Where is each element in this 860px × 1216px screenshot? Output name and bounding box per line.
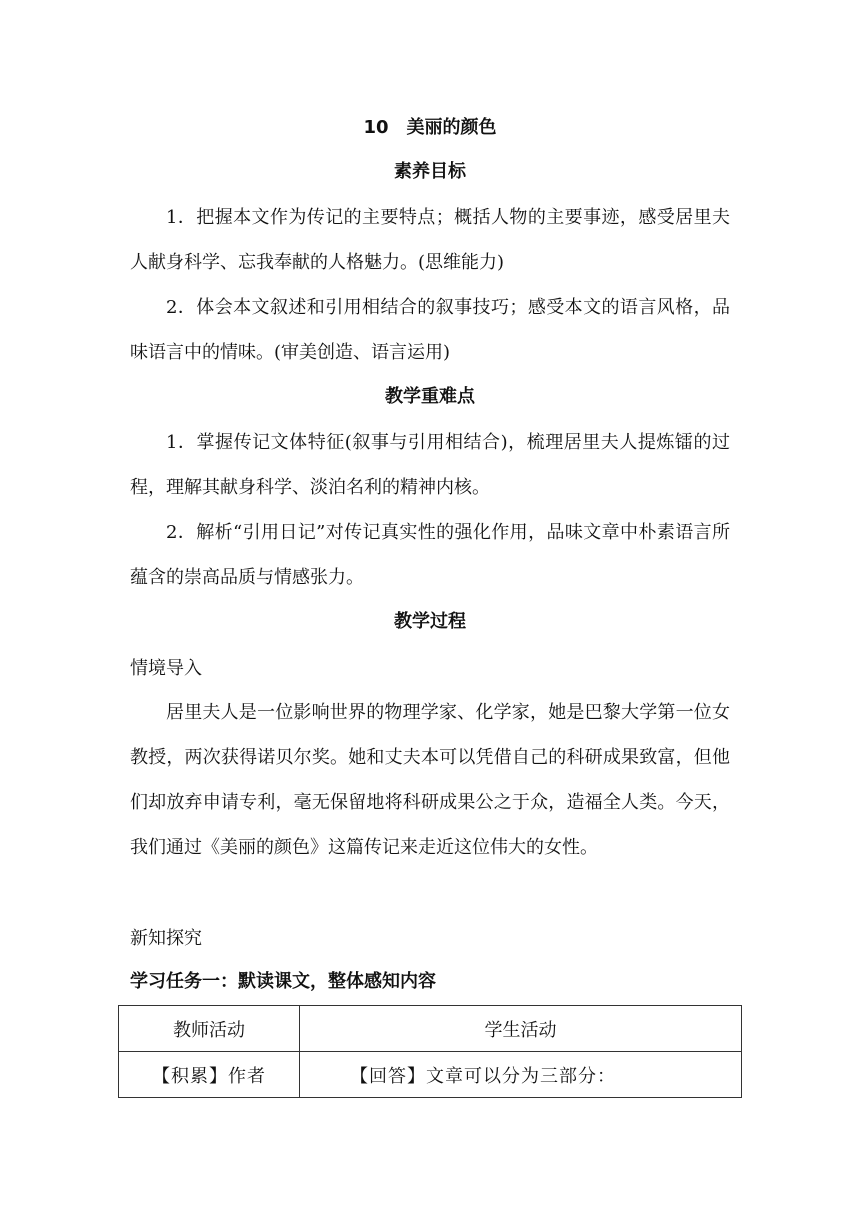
header-student-activity: 学生活动 [300,1006,742,1052]
task-title: 学习任务一：默读课文，整体感知内容 [130,971,436,992]
cell-teacher-activity: 【积累】作者 [119,1052,300,1098]
lesson-title-text: 美丽的颜色 [406,117,497,138]
goal-item-2: 2．体会本文叙述和引用相结合的叙事技巧；感受本文的语言风格，品味语言中的情味。(审美创造、语言运用) [130,297,730,363]
intro-paragraph-wrap [130,690,730,870]
key-points-heading: 教学重难点 [385,386,475,407]
process-heading: 教学过程 [394,611,466,632]
new-knowledge-label: 新知探究 [130,928,202,949]
goals-heading: 素养目标 [394,161,466,182]
lesson-title [130,114,730,142]
table-header-row [119,1006,742,1052]
key-points-list [130,420,730,600]
key-point-item-1: 1．掌握传记文体特征(叙事与引用相结合)，梳理居里夫人提炼镭的过程，理解其献身科学、淡泊名利的精神内核。 [130,432,730,498]
goal-item-1: 1．把握本文作为传记的主要特点；概括人物的主要事迹，感受居里夫人献身科学、忘我奉献的人格魅力。(思维能力) [130,207,730,273]
header-teacher-activity: 教师活动 [119,1006,300,1052]
table-row [119,1052,742,1098]
cell-student-activity: 【回答】文章可以分为三部分： [300,1052,742,1098]
key-point-item-2: 2．解析“引用日记”对传记真实性的强化作用，品味文章中朴素语言所蕴含的崇高品质与情感张力。 [130,522,730,588]
intro-label: 情境导入 [130,658,202,679]
lesson-number: 10 [363,117,389,138]
activity-table [118,1005,742,1098]
intro-paragraph: 居里夫人是一位影响世界的物理学家、化学家，她是巴黎大学第一位女教授，两次获得诺贝尔奖。她和丈夫本可以凭借自己的科研成果致富，但他们却放弃申请专利，毫无保留地将科研成果公之于众，造福全人类。今天，我们通过《美丽的颜色》这篇传记来走近这位伟大的女性。 [130,702,730,858]
goals-list [130,195,730,375]
